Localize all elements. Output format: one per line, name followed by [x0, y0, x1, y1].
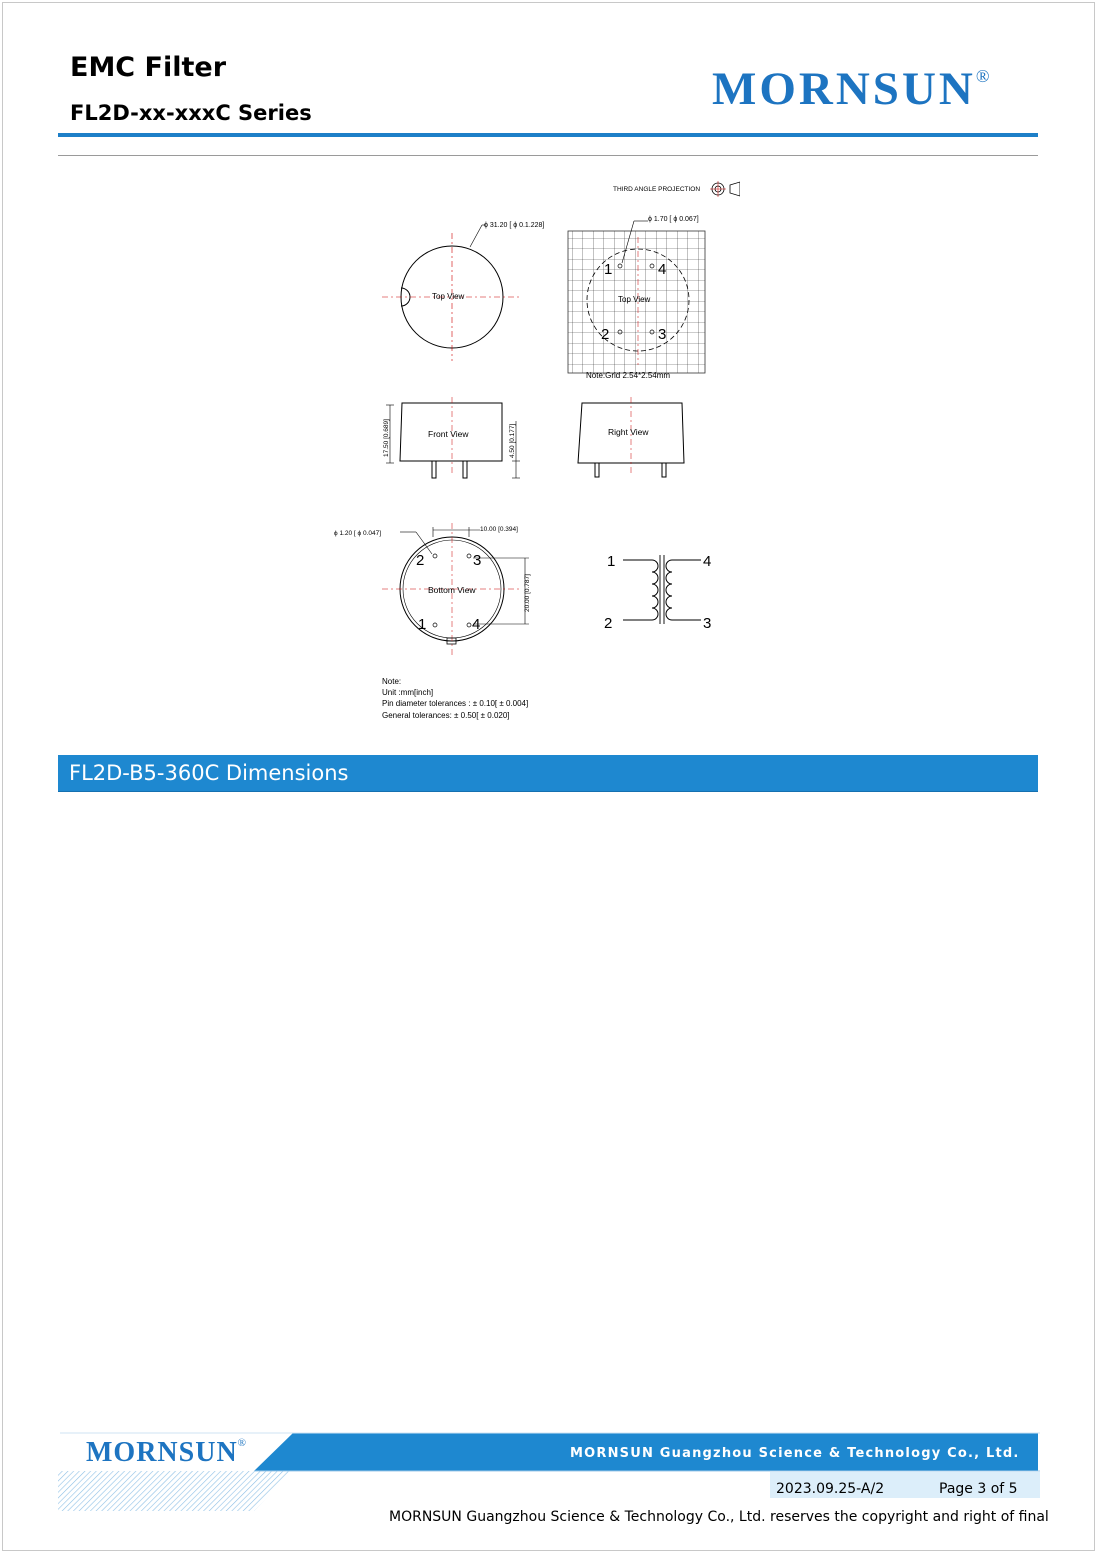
right-view-label: Right View: [608, 427, 649, 437]
pin-hole-dim: ϕ 1.70 [ ϕ 0.067]: [648, 216, 699, 223]
schematic-pin-1: 1: [607, 553, 616, 570]
bottom-pin-2: 2: [416, 552, 425, 569]
brand-logo-text: MORNSUN: [712, 63, 976, 115]
bottom-view-label: Bottom View: [428, 585, 476, 595]
footer-date-revision: 2023.09.25-A/2: [776, 1481, 885, 1497]
note-pin-tolerance: Pin diameter tolerances : ± 0.10[ ± 0.004]: [382, 699, 529, 708]
projection-label: THIRD ANGLE PROJECTION: [613, 186, 701, 193]
grid-note: Note:Grid 2.54*2.54mm: [586, 371, 671, 380]
schematic-pin-3: 3: [703, 615, 712, 632]
grid-pin-1: 1: [604, 261, 613, 278]
footer-logo-text: MORNSUN: [86, 1437, 238, 1468]
document-series: FL2D-xx-xxxC Series: [70, 101, 312, 125]
grid-top-view-label: Top View: [618, 295, 651, 304]
schematic-pin-4: 4: [703, 553, 712, 570]
pin-diameter-dim: ϕ 1.20 [ ϕ 0.047]: [334, 530, 382, 537]
pin-spacing-x-dim: 10.00 [0.394]: [480, 526, 518, 533]
footer-logo: [86, 1437, 246, 1469]
section-title: FL2D-B5-360C Dimensions: [69, 761, 349, 785]
height-dim: 17.50 [0.689]: [383, 419, 390, 457]
pin-spacing-y-dim: 20.00 [0.787]: [524, 574, 531, 612]
bottom-pin-3: 3: [473, 552, 482, 569]
top-view-diameter-dim: ϕ 31.20 [ ϕ 0.1.228]: [484, 222, 545, 229]
front-view-label: Front View: [428, 429, 469, 439]
footer-copyright: MORNSUN Guangzhou Science & Technology Co., Ltd. reserves the copyright and right of final: [389, 1509, 1049, 1525]
grid-pin-4: 4: [658, 261, 667, 278]
grid-pin-2: 2: [601, 326, 610, 343]
note-general-tolerance: General tolerances: ± 0.50[ ± 0.020]: [382, 711, 510, 720]
footer-registered-mark: ®: [237, 1437, 247, 1449]
bottom-pin-4: 4: [472, 616, 481, 633]
note-heading: Note:: [382, 677, 402, 686]
registered-mark: ®: [975, 66, 990, 86]
bottom-pin-1: 1: [418, 616, 427, 633]
document-title: EMC Filter: [70, 52, 227, 83]
footer-company: MORNSUN Guangzhou Science & Technology Co., Ltd.: [570, 1446, 1020, 1461]
schematic-pin-2: 2: [604, 615, 613, 632]
note-unit: Unit :mm[inch]: [382, 688, 434, 697]
footer-page-number: Page 3 of 5: [939, 1481, 1018, 1497]
grid-pin-3: 3: [658, 326, 667, 343]
top-view-label: Top View: [432, 292, 465, 301]
pin-length-dim: 4.50 [0.177]: [509, 423, 516, 458]
